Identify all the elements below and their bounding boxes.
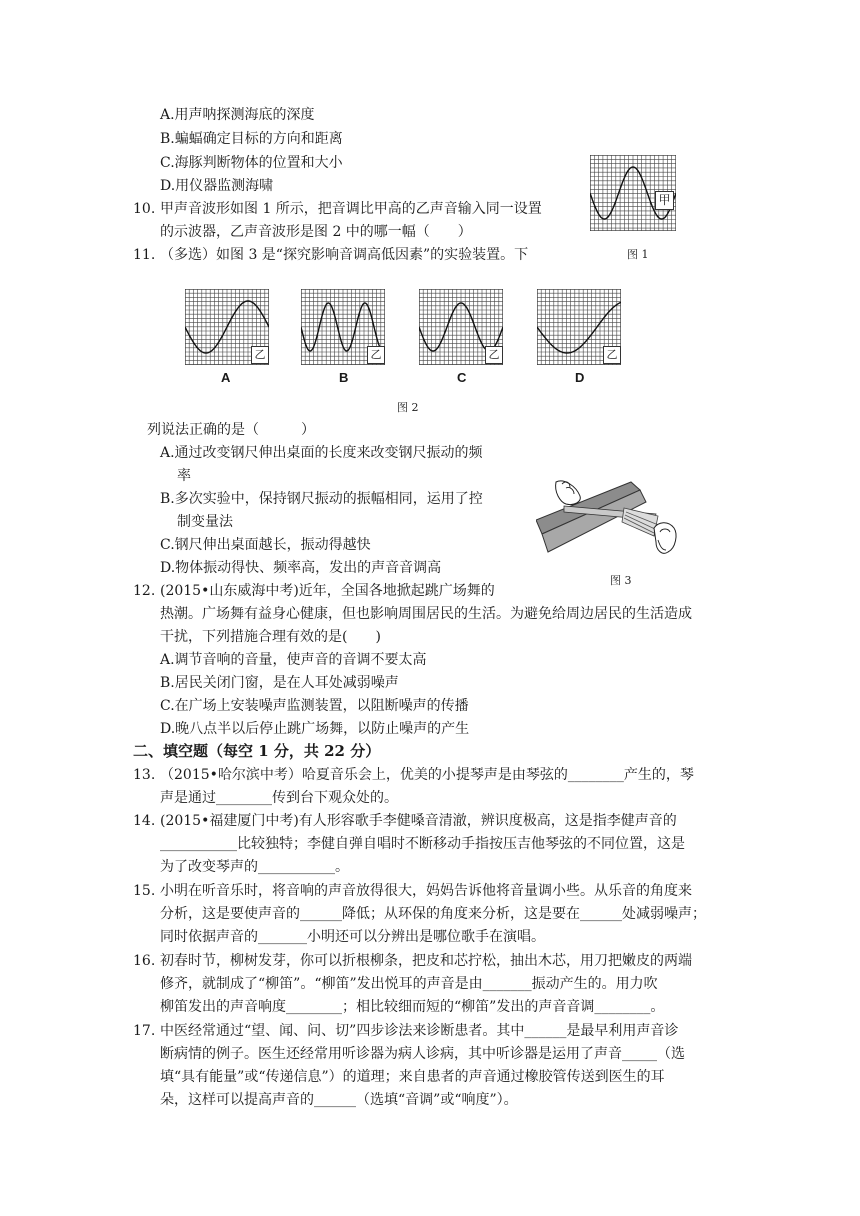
figure-2-caption: 图 2 — [397, 401, 419, 414]
q11-option-c: C.钢尺伸出桌面越长，振动得越快 — [160, 537, 371, 553]
q15-text-line3: 同时依据声音的_______小明还可以分辨出是哪位歌手在演唱。 — [160, 929, 545, 945]
q9-option-d: D.用仪器监测海啸 — [160, 178, 274, 194]
q12-option-a: A.调节音响的音量，使声音的音调不要太高 — [160, 652, 427, 668]
q11-text-line1: （多选）如图 3 是“探究影响音调高低因素”的实验装置。下 — [160, 247, 529, 263]
q13-text-line2: 声是通过________传到台下观众处的。 — [160, 790, 398, 806]
q11-number: 11. — [133, 247, 156, 263]
q10-number: 10. — [133, 201, 156, 217]
figure-1-tag: 甲 — [655, 191, 674, 210]
figure-1-caption: 图 1 — [627, 248, 649, 261]
q12-option-d: D.晚八点半以后停止跳广场舞，以防止噪声的产生 — [160, 721, 470, 737]
q13-number: 13. — [133, 767, 156, 783]
q12-option-b: B.居民关闭门窗，是在人耳处减弱噪声 — [160, 675, 399, 691]
q9-option-b: B.蝙蝠确定目标的方向和距离 — [160, 131, 343, 147]
figure-2-label-a: A — [221, 370, 231, 385]
q13-text-line1: （2015•哈尔滨中考）哈夏音乐会上，优美的小提琴声是由琴弦的________产生的，琴 — [160, 767, 694, 783]
q16-text-line2: 修齐，就制成了“柳笛”。“柳笛”发出悦耳的声音是由_______振动产生的。用力吹 — [160, 976, 658, 992]
q12-text-line2: 热潮。广场舞有益身心健康，但也影响周围居民的生活。为避免给周边居民的生活造成 — [160, 606, 692, 622]
q11-option-b-cont: 制变量法 — [177, 514, 233, 530]
q12-number: 12. — [133, 583, 156, 599]
figure-2-label-b: B — [339, 370, 349, 385]
q10-text-line2: 的示波器，乙声音波形是图 2 中的哪一幅（ ） — [160, 224, 472, 240]
q16-text-line1: 初春时节，柳树发芽，你可以折根柳条，把皮和芯拧松，抽出木芯，用刀把嫩皮的两端 — [160, 953, 692, 969]
q12-text-line1: (2015•山东威海中考)近年，全国各地掀起跳广场舞的 — [160, 583, 495, 599]
section-2-title: 二、填空题（每空 1 分，共 22 分） — [133, 742, 381, 760]
q11-text-line2: 列说法正确的是（ ） — [147, 422, 315, 438]
q17-text-line1: 中医经常通过“望、闻、问、切”四步诊法来诊断患者。其中______是最早利用声音诊 — [160, 1023, 679, 1039]
q14-text-line2: ___________比较独特；李健自弹自唱时不断移动手指按压吉他琴弦的不同位置，这是 — [160, 836, 685, 852]
q16-number: 16. — [133, 953, 156, 969]
q12-option-c: C.在广场上安装噪声监测装置，以阻断噪声的传播 — [160, 698, 469, 714]
q14-number: 14. — [133, 813, 156, 829]
q15-text-line2: 分析，这是要使声音的______降低；从环保的角度来分析，这是要在______处减弱噪声； — [160, 906, 706, 922]
q17-text-line3: 填“具有能量”或“传递信息”）的道理；来自患者的声音通过橡胶管传送到医生的耳 — [160, 1069, 665, 1085]
q15-number: 15. — [133, 883, 156, 899]
figure-3-caption: 图 3 — [610, 574, 632, 587]
q17-number: 17. — [133, 1023, 156, 1039]
q11-option-a-cont: 率 — [177, 468, 191, 484]
q11-option-d: D.物体振动得快、频率高，发出的声音音调高 — [160, 560, 442, 576]
q17-text-line4: 朵，这样可以提高声音的______（选填“音调”或“响度”）。 — [160, 1092, 518, 1108]
q9-option-a: A.用声呐探测海底的深度 — [160, 107, 315, 123]
q15-text-line1: 小明在听音乐时，将音响的声音放得很大，妈妈告诉他将音量调小些。从乐音的角度来 — [160, 883, 692, 899]
q10-text-line1: 甲声音波形如图 1 所示，把音调比甲高的乙声音输入同一设置 — [160, 201, 542, 217]
figure-2-c-tag: 乙 — [485, 346, 503, 364]
q12-text-line3: 干扰，下列措施合理有效的是( ) — [160, 629, 381, 645]
figure-3-ruler-experiment — [536, 462, 686, 558]
q14-text-line3: 为了改变琴声的___________。 — [160, 859, 349, 875]
figure-2-b-tag: 乙 — [367, 346, 385, 364]
q17-text-line2: 断病情的例子。医生还经常用听诊器为病人诊病，其中听诊器是运用了声音_____（选 — [160, 1046, 685, 1062]
q9-option-c: C.海豚判断物体的位置和大小 — [160, 155, 343, 171]
figure-2-a-tag: 乙 — [251, 346, 269, 364]
figure-2-label-d: D — [575, 370, 585, 385]
q11-option-a: A.通过改变钢尺伸出桌面的长度来改变钢尺振动的频 — [160, 445, 483, 461]
q16-text-line3: 柳笛发出的声音响度________；相比较细而短的“柳笛”发出的声音音调________。 — [160, 999, 665, 1015]
figure-2-label-c: C — [457, 370, 467, 385]
q11-option-b: B.多次实验中，保持钢尺振动的振幅相同，运用了控 — [160, 491, 483, 507]
figure-2-d-tag: 乙 — [603, 346, 621, 364]
q14-text-line1: (2015•福建厦门中考)有人形容歌手李健嗓音清澈，辨识度极高，这是指李健声音的 — [160, 813, 677, 829]
